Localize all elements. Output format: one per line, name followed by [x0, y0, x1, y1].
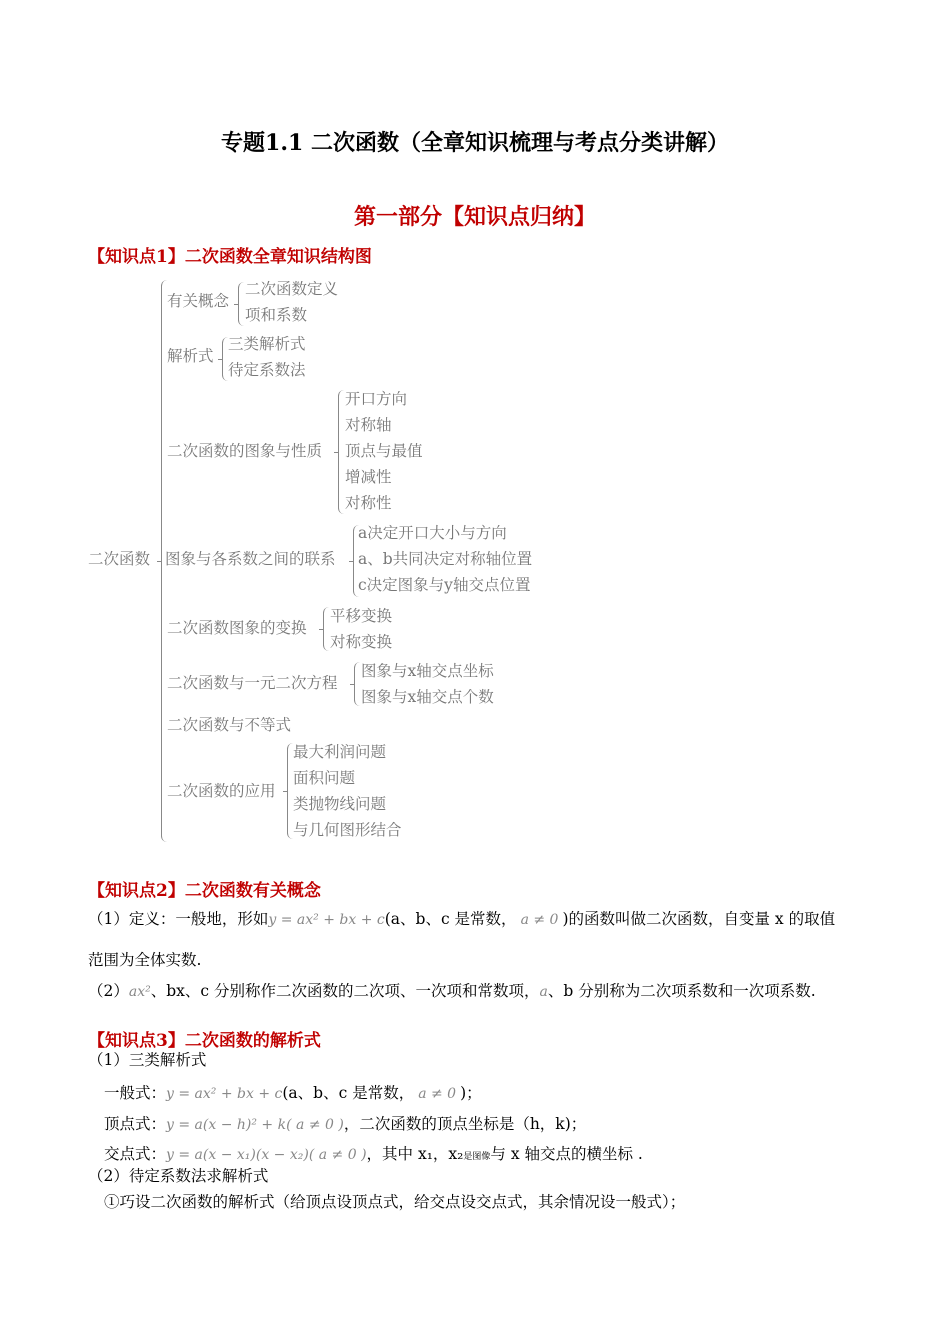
tree-branch: 图象与各系数之间的联系 [165, 550, 336, 568]
tree-branch: 二次函数图象的变换 [167, 619, 307, 637]
tree-leaf: a决定开口大小与方向 [358, 524, 507, 542]
tree-leaf: 图象与x轴交点个数 [361, 688, 494, 706]
tree-leaf: 对称性 [345, 494, 392, 512]
document-title: 专题1.1 二次函数（全章知识梳理与考点分类讲解） [221, 130, 729, 156]
text: (a、b、c 是常数， [384, 910, 517, 928]
tree-leaf: 顶点与最值 [345, 442, 423, 460]
formula: ax² [128, 984, 151, 1000]
brace [323, 607, 330, 651]
formula: y = ax² + bx + c [268, 912, 385, 928]
brace [238, 282, 245, 326]
text: 、bx、c 分别称作二次函数的二次项、一次项和常数项， [150, 982, 540, 1000]
formula: y = a(x − x₁)(x − x₂) [166, 1147, 309, 1163]
tree-leaf: 最大利润问题 [293, 743, 387, 761]
kp3-heading: 【知识点3】二次函数的解析式 [88, 1031, 321, 1051]
tree-leaf: 图象与x轴交点坐标 [361, 662, 494, 680]
formula: y = a(x − h)² + k [166, 1117, 287, 1133]
kp2-heading: 【知识点2】二次函数有关概念 [88, 881, 321, 901]
tree-leaf: 项和系数 [245, 306, 308, 324]
text: （1）定义：一般地，形如 [88, 910, 269, 928]
text: 与 x 轴交点的横坐标 . [490, 1145, 643, 1163]
label: 一般式： [104, 1084, 167, 1102]
tree-leaf: 开口方向 [345, 390, 408, 408]
brace [354, 662, 361, 706]
text: (a、b、c 是常数， [282, 1084, 415, 1102]
tree-branch: 解析式 [167, 347, 214, 365]
tree-leaf: 面积问题 [293, 769, 356, 787]
tree-leaf: 与几何图形结合 [293, 821, 402, 839]
tree-root: 二次函数 [88, 550, 151, 568]
formula: a ≠ 0 [520, 912, 559, 928]
kp3-s2-1: ①巧设二次函数的解析式（给顶点设顶点式，给交点设交点式，其余情况设一般式）； [104, 1193, 686, 1211]
text: ，二次函数的顶点坐标是（h，k)； [343, 1115, 587, 1133]
vertex-form [104, 1114, 586, 1135]
label: 交点式： [104, 1145, 167, 1163]
tree-leaf: 增减性 [345, 468, 392, 486]
tree-leaf: a、b共同决定对称轴位置 [358, 550, 533, 568]
kp2-definition-cont: 范围为全体实数. [88, 951, 202, 969]
kp2-terms [88, 981, 816, 1002]
kp3-s2: （2）待定系数法求解析式 [88, 1167, 269, 1185]
tree-leaf: 对称轴 [345, 416, 392, 434]
formula: a ≠ 0 [418, 1086, 457, 1102]
tree-branch: 二次函数与一元二次方程 [167, 674, 338, 692]
formula: ( a ≠ 0 ) [286, 1117, 344, 1133]
intercept-form [104, 1144, 643, 1167]
text: )的函数叫做二次函数，自变量 x 的取值 [562, 910, 836, 928]
tree-leaf: 三类解析式 [228, 335, 306, 353]
text: 、b 分别称为二次项系数和一次项系数. [547, 982, 816, 1000]
kp1-heading: 【知识点1】二次函数全章知识结构图 [88, 247, 372, 267]
text: ，其中 x₁，x₂ [366, 1145, 464, 1163]
formula: a [539, 984, 548, 1000]
formula: y = ax² + bx + c [166, 1086, 283, 1102]
label: 顶点式： [104, 1115, 167, 1133]
tree-branch: 二次函数的图象与性质 [167, 442, 323, 460]
tree-branch: 二次函数与不等式 [167, 716, 292, 734]
tree-branch: 二次函数的应用 [167, 782, 276, 800]
small-text: 是图像 [463, 1152, 491, 1162]
general-form [104, 1083, 482, 1104]
text: （2） [88, 982, 129, 1000]
kp3-s1: （1）三类解析式 [88, 1051, 207, 1069]
tree-leaf: 二次函数定义 [245, 280, 339, 298]
tree-leaf: 待定系数法 [228, 361, 306, 379]
part-heading: 第一部分【知识点归纳】 [353, 204, 596, 230]
tree-branch: 有关概念 [167, 292, 230, 310]
tree-leaf: 对称变换 [330, 633, 393, 651]
formula: ( a ≠ 0 ) [308, 1147, 367, 1163]
tree-leaf: c决定图象与y轴交点位置 [358, 576, 531, 594]
kp2-definition [88, 909, 835, 930]
text: )； [460, 1084, 482, 1102]
tree-leaf: 类抛物线问题 [293, 795, 387, 813]
tree-leaf: 平移变换 [330, 607, 393, 625]
brace [338, 390, 345, 514]
